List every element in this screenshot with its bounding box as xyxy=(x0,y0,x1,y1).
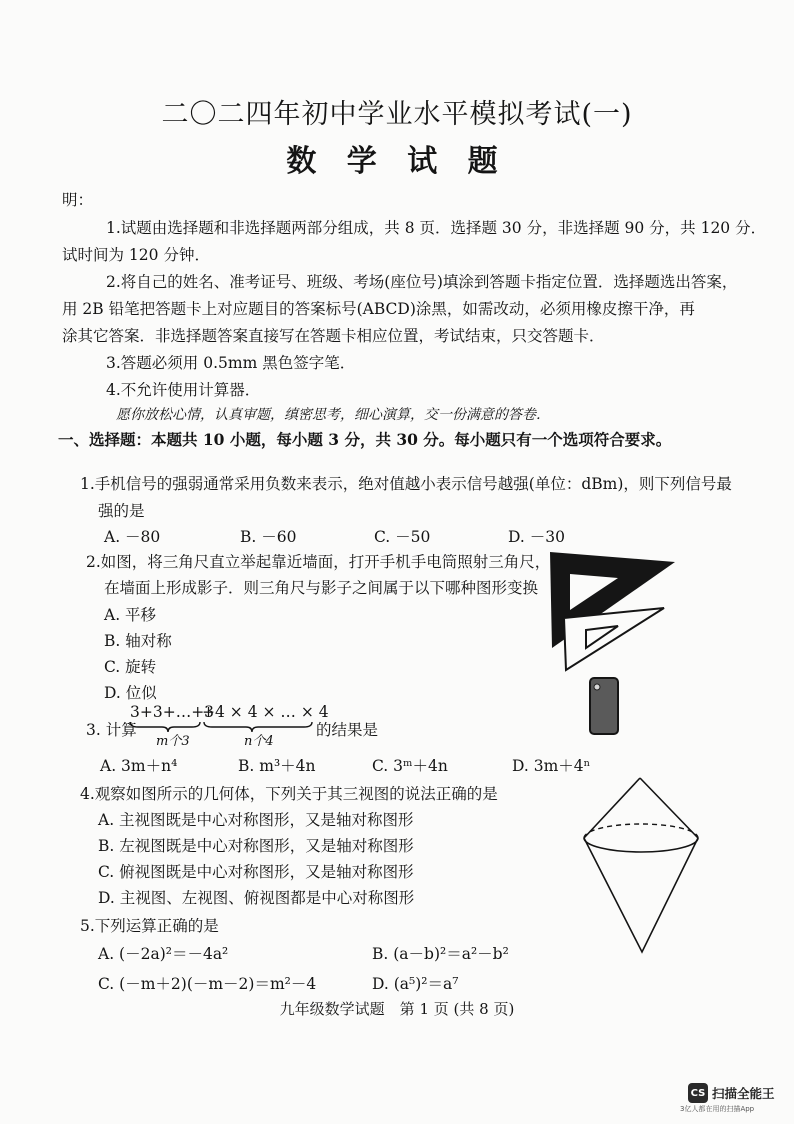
instruction-line: 1.试题由选择题和非选择题两部分组成，共 8 页．选择题 30 分，非选择题 90 分，共 120 分． xyxy=(106,219,767,237)
q2-figure xyxy=(540,548,680,738)
q3-option-b: B. m³＋4n xyxy=(238,757,316,775)
instruction-line: 4.不允许使用计算器． xyxy=(106,381,261,399)
q5-option-d: D. (a⁵)²＝a⁷ xyxy=(372,975,459,993)
q3-option-c: C. 3ᵐ＋4n xyxy=(372,757,448,775)
camscanner-logo-icon: CS xyxy=(688,1083,708,1103)
q3-product-term xyxy=(202,703,329,749)
q4-stem: 4.观察如图所示的几何体，下列关于其三视图的说法正确的是 xyxy=(80,785,498,803)
q2-option-c: C. 旋转 xyxy=(104,658,157,676)
q3-option-a: A. 3m＋n⁴ xyxy=(100,757,178,775)
q4-option-c: C. 俯视图既是中心对称图形，又是轴对称图形 xyxy=(98,863,414,881)
q4-option-a: A. 主视图既是中心对称图形，又是轴对称图形 xyxy=(98,811,414,829)
q4-double-cone-figure xyxy=(580,776,702,956)
q2-option-a: A. 平移 xyxy=(104,606,157,624)
scanner-watermark xyxy=(688,1083,775,1103)
q3-option-d: D. 3m＋4ⁿ xyxy=(512,757,591,775)
q1-stem: 1.手机信号的强弱通常采用负数来表示，绝对值越小表示信号越强(单位：dBm)，则下列信号最 xyxy=(80,475,732,493)
q3-braces xyxy=(128,720,318,734)
q2-option-b: B. 轴对称 xyxy=(104,632,172,650)
q1-option-b: B. －60 xyxy=(240,528,297,546)
triangle-ruler xyxy=(564,608,664,670)
instructions-header: 明： xyxy=(62,191,94,209)
q3-product-expr: +4 × 4 × … × 4 xyxy=(202,703,329,721)
q5-option-b: B. (a－b)²＝a²－b² xyxy=(372,945,509,963)
q1-stem-cont: 强的是 xyxy=(98,502,145,520)
q1-option-d: D. －30 xyxy=(508,528,565,546)
q3-sum-label: m个3 xyxy=(156,734,190,749)
q5-option-c: C. (－m＋2)(－m－2)＝m²－4 xyxy=(98,975,317,993)
q3-prefix: 3. 计算 xyxy=(86,721,137,739)
q4-option-b: B. 左视图既是中心对称图形，又是轴对称图形 xyxy=(98,837,414,855)
q3-product-label: n个4 xyxy=(244,734,274,749)
instruction-line: 用 2B 铅笔把答题卡上对应题目的答案标号(ABCD)涂黑，如需改动，必须用橡皮擦干净，再 xyxy=(62,300,695,318)
phone-icon xyxy=(590,678,618,734)
watermark-name: 扫描全能王 xyxy=(712,1086,775,1101)
q1-option-c: C. －50 xyxy=(374,528,431,546)
watermark-subtitle: 3亿人都在用的扫描App xyxy=(680,1105,755,1113)
q2-option-d: D. 位似 xyxy=(104,684,157,702)
exam-title: 二〇二四年初中学业水平模拟考试(一) xyxy=(161,99,633,130)
section-header: 一、选择题：本题共 10 小题，每小题 3 分，共 30 分。每小题只有一个选项符合要求。 xyxy=(58,430,672,449)
q4-option-d: D. 主视图、左视图、俯视图都是中心对称图形 xyxy=(98,889,415,907)
q2-stem-cont: 在墙面上形成影子．则三角尺与影子之间属于以下哪种图形变换 xyxy=(104,579,539,597)
q5-stem: 5.下列运算正确的是 xyxy=(80,917,219,935)
q1-option-a: A. －80 xyxy=(104,528,161,546)
q3-suffix: 的结果是 xyxy=(316,721,379,739)
q2-stem: 2.如图，将三角尺直立举起靠近墙面，打开手机手电筒照射三角尺， xyxy=(86,553,551,571)
encouragement-text: 愿你放松心情，认真审题，缜密思考，细心演算，交一份满意的答卷． xyxy=(116,407,550,423)
instruction-line: 涂其它答案．非选择题答案直接写在答题卡相应位置，考试结束，只交答题卡． xyxy=(62,327,605,345)
q5-option-a: A. (－2a)²＝－4a² xyxy=(98,945,229,963)
subject-title: 数 学 试 题 xyxy=(286,144,508,179)
instruction-line: 试时间为 120 分钟． xyxy=(62,246,210,264)
instruction-line: 2.将自己的姓名、准考证号、班级、考场(座位号)填涂到答题卡指定位置．选择题选出答案， xyxy=(106,273,738,291)
instruction-line: 3.答题必须用 0.5mm 黑色签字笔． xyxy=(106,354,356,372)
q3-sum-expr: 3+3+…+3 xyxy=(130,703,215,721)
page-footer: 九年级数学试题 第 1 页 (共 8 页) xyxy=(279,1000,515,1018)
